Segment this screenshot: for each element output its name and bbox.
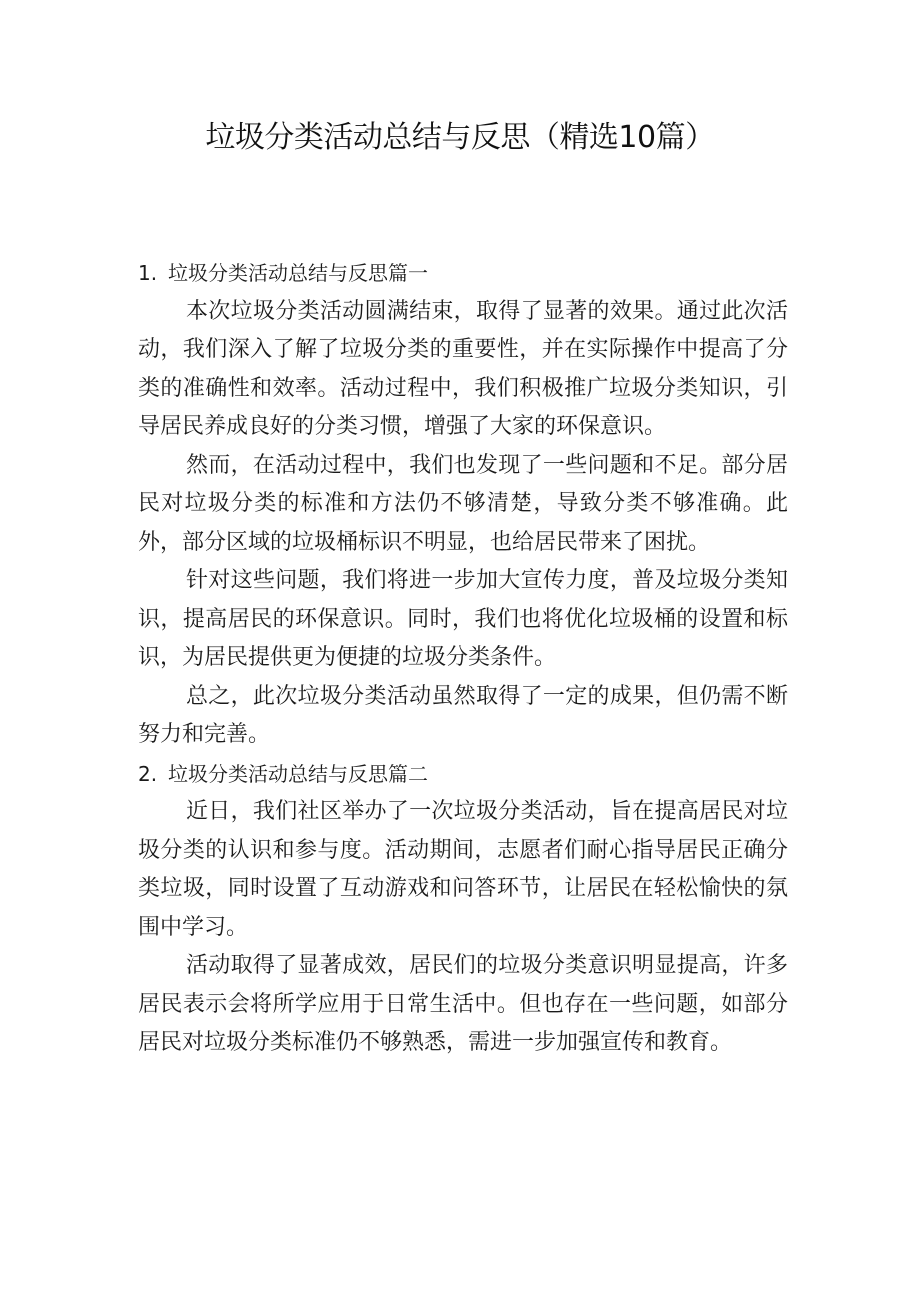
document-body [138, 254, 788, 1063]
paragraph: 然而，在活动过程中，我们也发现了一些问题和不足。部分居民对垃圾分类的标准和方法仍不够清楚，导致分类不够准确。此外，部分区域的垃圾桶标识不明显，也给居民带来了困扰。 [138, 452, 788, 555]
document-title: 垃圾分类活动总结与反思（精选10篇） [205, 120, 715, 155]
section-heading-text: 垃圾分类活动总结与反思篇二 [168, 761, 428, 786]
paragraph: 活动取得了显著成效，居民们的垃圾分类意识明显提高，许多居民表示会将所学应用于日常生活中。但也存在一些问题，如部分居民对垃圾分类标准仍不够熟悉，需进一步加强宣传和教育。 [138, 953, 788, 1055]
section-heading-1 [138, 254, 788, 293]
section-heading-text: 垃圾分类活动总结与反思篇一 [168, 261, 428, 285]
section-number: 1. [138, 261, 158, 285]
section-heading-2 [138, 755, 788, 794]
paragraph: 本次垃圾分类活动圆满结束，取得了显著的效果。通过此次活动，我们深入了解了垃圾分类的重要性，并在实际操作中提高了分类的准确性和效率。活动过程中，我们积极推广垃圾分类知识，引导居民养成良好的分类习惯，增强了大家的环保意识。 [138, 298, 788, 439]
paragraph: 总之，此次垃圾分类活动虽然取得了一定的成果，但仍需不断努力和完善。 [138, 683, 788, 747]
paragraph: 近日，我们社区举办了一次垃圾分类活动，旨在提高居民对垃圾分类的认识和参与度。活动期间，志愿者们耐心指导居民正确分类垃圾，同时设置了互动游戏和问答环节，让居民在轻松愉快的氛围中学习。 [138, 799, 788, 940]
paragraph: 针对这些问题，我们将进一步加大宣传力度，普及垃圾分类知识，提高居民的环保意识。同时，我们也将优化垃圾桶的设置和标识，为居民提供更为便捷的垃圾分类条件。 [138, 568, 788, 670]
section-number: 2. [138, 761, 158, 786]
